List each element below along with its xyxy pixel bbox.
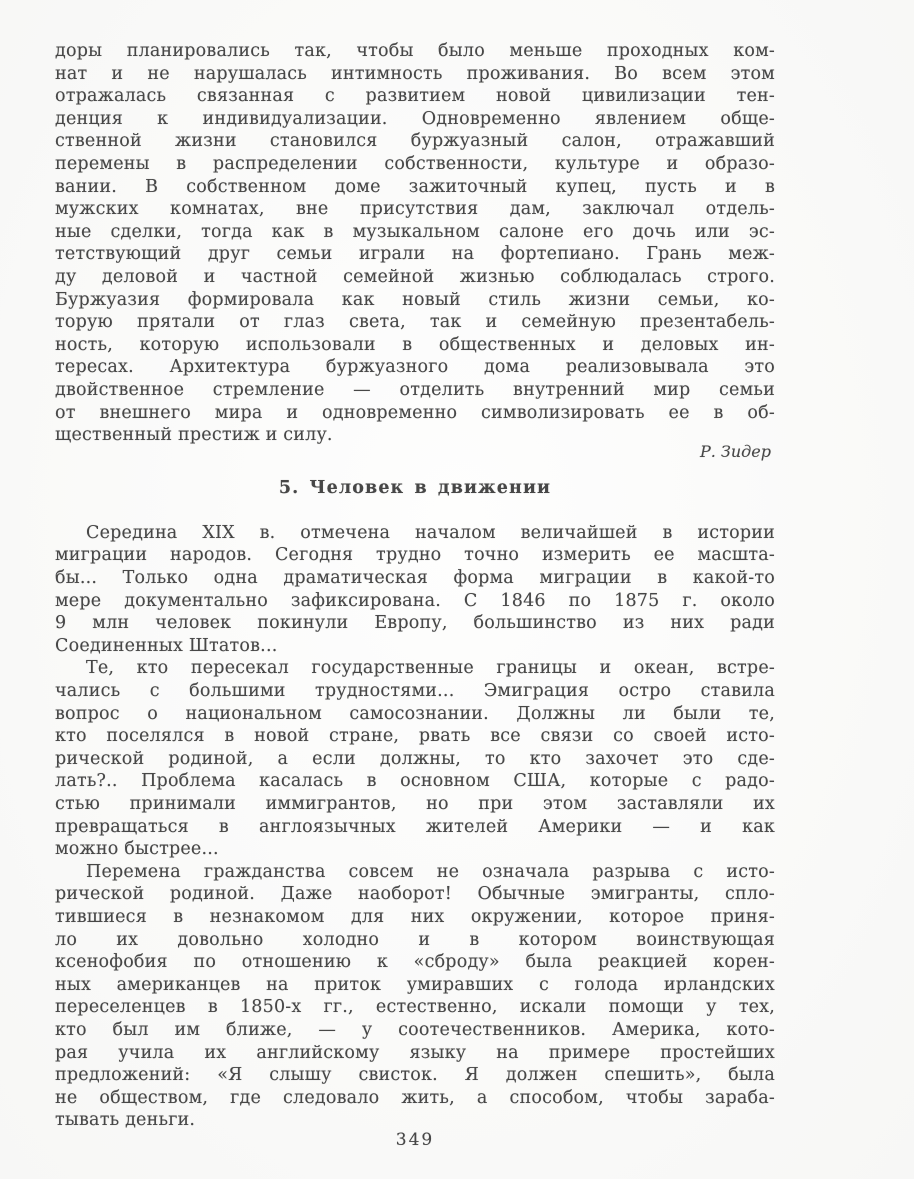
text-line: рической родиной. Даже наоборот! Обычные эмигранты, спло- <box>55 884 775 905</box>
text-body <box>55 40 775 1132</box>
text-line: миграции народов. Сегодня трудно точно измерить ее масшта- <box>55 545 775 566</box>
text-line: тившиеся в незнакомом для них окружении, которое приня- <box>55 906 775 927</box>
text-line: лать?.. Проблема касалась в основном США, которые с радо- <box>55 771 775 792</box>
text-line: Те, кто пересекал государственные границы и океан, встре- <box>86 658 775 679</box>
text-line: превращаться в англоязычных жителей Америки — и как <box>55 816 775 837</box>
section-heading: 5. Человек в движении <box>278 478 552 499</box>
text-line: переселенцев в 1850-х гг., естественно, искали помощи у тех, <box>55 997 775 1018</box>
section-paragraphs <box>55 522 775 1132</box>
text-line: бы... Только одна драматическая форма миграции в какой-то <box>55 568 775 589</box>
text-line: кто поселялся в новой стране, рвать все связи со своей исто- <box>55 726 775 747</box>
text-line: двойственное стремление — отделить внутренний мир семьи <box>55 379 775 400</box>
paragraph <box>55 522 775 658</box>
text-line: мужских комнатах, вне присутствия дам, заключал отдель- <box>55 199 775 220</box>
text-line: рической родиной, а если должны, то кто захочет это сде- <box>55 748 775 769</box>
text-line: рая учила их английскому языку на примере простейших <box>55 1042 775 1063</box>
text-line: щественный престиж и силу. <box>55 425 333 446</box>
paragraph <box>55 657 775 860</box>
text-line: стью принимали иммигрантов, но при этом заставляли их <box>55 794 775 814</box>
text-line: Середина XIX в. отмечена началом величайшей в истории <box>86 522 775 543</box>
paragraph <box>55 40 775 447</box>
text-line: Перемена гражданства совсем не означала разрыва с исто- <box>86 861 775 882</box>
text-line: перемены в распределении собственности, культуре и образо- <box>55 153 775 174</box>
author-attribution: Р. Зидер <box>699 441 771 461</box>
continuation-paragraphs <box>55 40 775 447</box>
text-line: кто был им ближе, — у соотечественников. Америка, кото- <box>55 1019 775 1040</box>
text-line: нат и не нарушалась интимность проживания. Во всем этом <box>55 63 775 84</box>
text-line: тетствующий друг семьи играли на фортепиано. Грань меж- <box>55 244 775 265</box>
text-line: ственной жизни становился буржуазный салон, отражавший <box>55 131 775 152</box>
text-line: ксенофобия по отношению к «сброду» была реакцией корен- <box>55 952 775 973</box>
text-line: вании. В собственном доме зажиточный купец, пусть и в <box>55 176 775 197</box>
text-line: ду деловой и частной семейной жизнью соблюдалась строго. <box>55 266 775 287</box>
text-line: отражалась связанная с развитием новой цивилизации тен- <box>55 86 775 107</box>
paragraph <box>55 861 775 1132</box>
text-line: ные сделки, тогда как в музыкальном салоне его дочь или эс- <box>55 221 775 242</box>
text-line: тывать деньги. <box>55 1110 196 1131</box>
text-line: торую прятали от глаз света, так и семейную презентабель- <box>55 312 775 333</box>
text-line: можно быстрее... <box>55 839 219 860</box>
text-line: тересах. Архитектура буржуазного дома реализовывала это <box>55 357 775 378</box>
text-line: ность, которую использовали в общественных и деловых ин- <box>55 334 775 355</box>
text-line: ных американцев на приток умиравших с голода ирландских <box>55 974 775 995</box>
text-line: доры планировались так, чтобы было меньше проходных ком- <box>55 41 775 61</box>
text-line: от внешнего мира и одновременно символизировать ее в об- <box>55 402 775 423</box>
text-line: 9 млн человек покинули Европу, большинство из них ради <box>55 613 775 634</box>
text-line: ло их довольно холодно и в котором воинствующая <box>55 929 775 950</box>
text-line: Соединенных Штатов... <box>55 635 278 656</box>
text-line: денция к индивидуализации. Одновременно явлением обще- <box>55 108 775 129</box>
text-line: вопрос о национальном самосознании. Должны ли были те, <box>55 703 775 724</box>
text-line: мере документально зафиксирована. С 1846 по 1875 г. около <box>55 590 775 611</box>
text-line: чались с большими трудностями... Эмиграция остро ставила <box>55 681 775 702</box>
text-line: Буржуазия формировала как новый стиль жизни семьи, ко- <box>55 289 775 310</box>
page-number: 349 <box>395 1130 435 1150</box>
text-line: не обществом, где следовало жить, а способом, чтобы зараба- <box>55 1087 775 1108</box>
text-line: предложений: «Я слышу свисток. Я должен спешить», была <box>55 1065 775 1086</box>
